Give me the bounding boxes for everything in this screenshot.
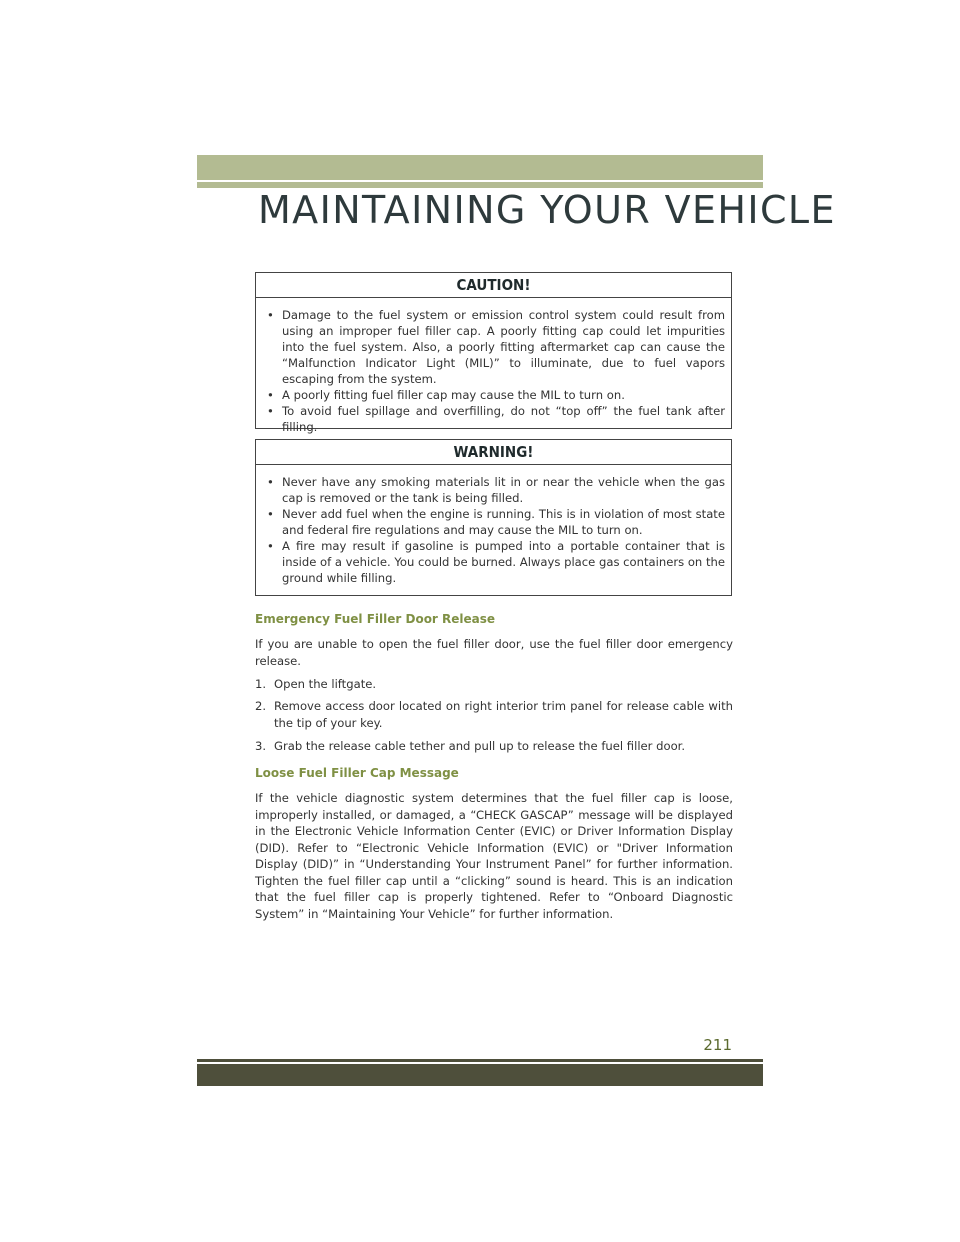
warning-list bbox=[256, 465, 731, 591]
step-item bbox=[255, 676, 733, 693]
warning-box bbox=[255, 439, 732, 596]
caution-item-text: Damage to the fuel system or emission control system could result from using an improper fuel filler cap. A poorly fitting cap could let impurities into the fuel system. Also, a poorly fitting aftermarket cap can cause the “Malfunction Indicator Light (MIL)” to illuminate, due to fuel vapors escaping from the system. bbox=[282, 308, 725, 386]
caution-item-text: A poorly fitting fuel filler cap may cause the MIL to turn on. bbox=[282, 388, 625, 402]
warning-item bbox=[265, 506, 725, 538]
step-item bbox=[255, 698, 733, 731]
bullet-icon: • bbox=[267, 507, 274, 521]
warning-item-text: Never have any smoking materials lit in or near the vehicle when the gas cap is removed or the tank is being filled. bbox=[282, 475, 725, 505]
caution-title: CAUTION! bbox=[256, 273, 731, 298]
loose-cap-heading: Loose Fuel Filler Cap Message bbox=[255, 766, 459, 780]
warning-title: WARNING! bbox=[256, 440, 731, 465]
caution-list bbox=[256, 298, 731, 440]
warning-item-text: Never add fuel when the engine is running. This is in violation of most state and federal fire regulations and may cause the MIL to turn on. bbox=[282, 507, 725, 537]
step-text: Open the liftgate. bbox=[274, 677, 377, 691]
step-number: 1. bbox=[255, 677, 267, 691]
step-text: Grab the release cable tether and pull up to release the fuel filler door. bbox=[274, 739, 686, 753]
footer-band bbox=[197, 1064, 763, 1086]
section-title: MAINTAINING YOUR VEHICLE bbox=[258, 188, 836, 232]
footer-rule bbox=[197, 1059, 763, 1062]
bullet-icon: • bbox=[267, 404, 274, 418]
bullet-icon: • bbox=[267, 539, 274, 553]
caution-box bbox=[255, 272, 732, 434]
warning-item bbox=[265, 538, 725, 586]
bullet-icon: • bbox=[267, 308, 274, 322]
step-number: 2. bbox=[255, 699, 267, 713]
step-text: Remove access door located on right interior trim panel for release cable with the tip of your key. bbox=[274, 699, 733, 730]
warning-item bbox=[265, 474, 725, 506]
header-band bbox=[197, 155, 763, 180]
page-number: 211 bbox=[703, 1036, 732, 1054]
emergency-release-intro: If you are unable to open the fuel filler door, use the fuel filler door emergency release. bbox=[255, 637, 733, 668]
step-number: 3. bbox=[255, 739, 267, 753]
step-item bbox=[255, 738, 733, 755]
loose-cap-body: If the vehicle diagnostic system determines that the fuel filler cap is loose, improperly installed, or damaged, a “CHECK GASCAP” message will be displayed in the Electronic Vehicle Information Center (EVIC) or Driver Information Display (DID). Refer to “Electronic Vehicle Information (EVIC) or "Driver Information Display (DID)” in “Understanding Your Instrument Panel” for further information. Tighten the fuel filler cap until a “clicking” sound is heard. This is an indication that the fuel filler cap is properly tightened. Refer to “Onboard Diagnostic System” in “Maintaining Your Vehicle” for further information. bbox=[255, 791, 733, 921]
warning-item-text: A fire may result if gasoline is pumped into a portable container that is inside of a vehicle. You could be burned. Always place gas containers on the ground while filling. bbox=[282, 539, 725, 585]
caution-item bbox=[265, 403, 725, 435]
caution-item-text: To avoid fuel spillage and overfilling, do not “top off” the fuel tank after filling. bbox=[282, 404, 725, 434]
caution-item bbox=[265, 307, 725, 387]
bullet-icon: • bbox=[267, 475, 274, 489]
bullet-icon: • bbox=[267, 388, 274, 402]
caution-item bbox=[265, 387, 725, 403]
emergency-release-heading: Emergency Fuel Filler Door Release bbox=[255, 612, 496, 626]
